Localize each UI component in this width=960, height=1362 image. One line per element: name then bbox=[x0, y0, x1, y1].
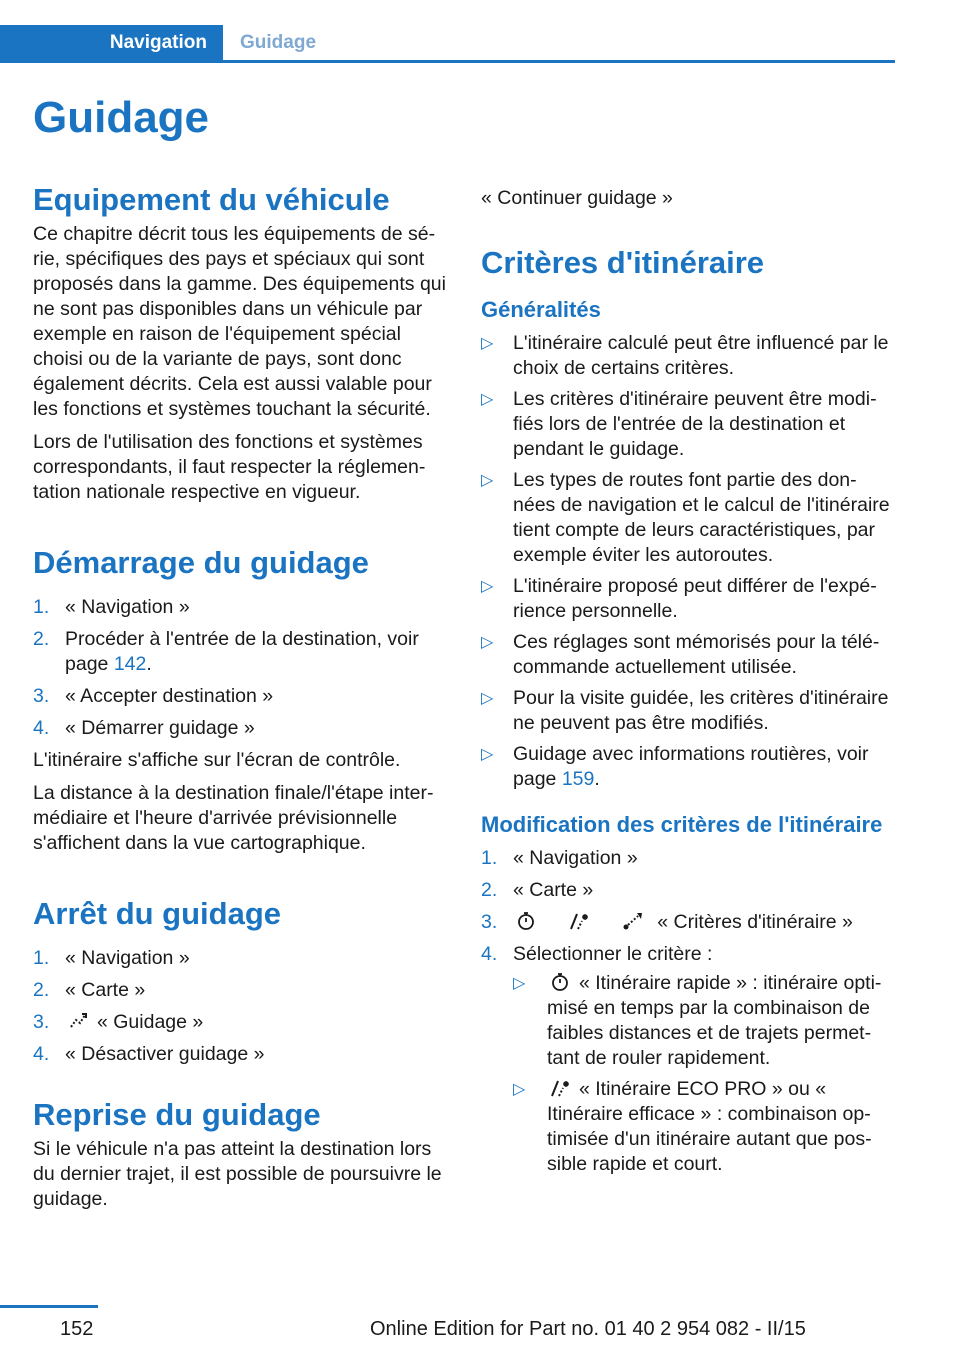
list-item: ▷ Pour la visite guidée, les critères d'itinéraire ne peuvent pas être modifiés. bbox=[481, 687, 889, 734]
subsection-title-modification: Modification des critères de l'itinéraire bbox=[481, 812, 883, 837]
steps-list bbox=[33, 946, 447, 1067]
triangle-bullet-icon: ▷ bbox=[481, 746, 494, 763]
list-item: 3. « Accepter destination » bbox=[33, 685, 274, 707]
section-title-reprise: Reprise du guidage bbox=[33, 1097, 321, 1132]
list-item: 3. « Critères d'itinéraire » bbox=[481, 911, 853, 933]
list-item: 1. « Navigation » bbox=[33, 596, 190, 618]
triangle-bullet-icon: ▷ bbox=[481, 690, 494, 707]
steps-list bbox=[33, 595, 447, 741]
right-column bbox=[481, 186, 891, 1184]
list-item: 2. « Carte » bbox=[33, 979, 146, 1001]
triangle-bullet-icon: ▷ bbox=[513, 1081, 526, 1098]
section-title-demarrage: Démarrage du guidage bbox=[33, 545, 369, 580]
left-column bbox=[33, 180, 447, 1212]
list-item: 4. « Démarrer guidage » bbox=[33, 717, 255, 739]
list-item: ▷ L'itinéraire proposé peut différer de l'expérience personnelle. bbox=[481, 575, 877, 622]
page-link[interactable]: 159 bbox=[561, 768, 595, 790]
list-item: 4. Sélectionner le critère : ▷ « Itinéraire rapide » : itinéraire optimisé en temps par la combinaison de faibles distances et de trajets permettant de rouler rapidement. ▷ « Itinéraire ECO PRO » ou « Itinéraire efficace » : combinaison optimisée d'un itinéraire autant que possible rapide et court. bbox=[481, 942, 891, 1177]
paragraph: La distance à la destination finale/l'étape intermédiaire et l'heure d'arrivée prévisionnelle s'affichent dans la vue cartographique. bbox=[33, 782, 434, 854]
paragraph: Lors de l'utilisation des fonctions et systèmes correspondants, il faut respecter la réglementation nationale respective en vigueur. bbox=[33, 431, 426, 503]
list-item: 2. « Carte » bbox=[481, 879, 594, 901]
page-number-rule bbox=[0, 1305, 98, 1308]
header-tabs bbox=[0, 25, 895, 63]
triangle-bullet-icon: ▷ bbox=[481, 472, 494, 489]
triangle-bullet-icon: ▷ bbox=[481, 391, 494, 408]
tab-guidage[interactable]: Guidage bbox=[240, 31, 317, 53]
stopwatch-icon bbox=[549, 972, 571, 992]
list-item: ▷ Ces réglages sont mémorisés pour la télécommande actuellement utilisée. bbox=[481, 631, 880, 678]
eco-route-icon bbox=[568, 911, 590, 931]
triangle-bullet-icon: ▷ bbox=[481, 634, 494, 651]
subsection-title-generalites: Généralités bbox=[481, 297, 601, 322]
paragraph: Ce chapitre décrit tous les équipements de série, spécifiques des pays et spéciaux qui sont proposés dans la gamme. Des équipements qui ne sont pas disponibles dans un véhicule par exemple en raison de l'équipement spécial choisi ou de la variante de pays, sont donc également décrits. Cela est aussi valable pour les fonctions et systèmes touchant la sécurité. bbox=[33, 223, 446, 420]
list-item: 1. « Navigation » bbox=[481, 847, 638, 869]
list-item: ▷ Les critères d'itinéraire peuvent être modifiés lors de l'entrée de la destination et pendant le guidage. bbox=[481, 388, 877, 460]
list-item: ▷ « Itinéraire ECO PRO » ou « Itinéraire efficace » : combinaison optimisée d'un itinéraire autant que possible rapide et court. bbox=[513, 1078, 872, 1175]
triangle-bullet-icon: ▷ bbox=[481, 335, 494, 352]
page-number: 152 bbox=[60, 1318, 94, 1340]
paragraph: Si le véhicule n'a pas atteint la destination lors du dernier trajet, il est possible de poursuivre le guidage. bbox=[33, 1138, 442, 1210]
header-divider bbox=[0, 60, 895, 63]
paragraph: L'itinéraire s'affiche sur l'écran de contrôle. bbox=[33, 749, 401, 771]
list-item: 1. « Navigation » bbox=[33, 947, 190, 969]
triangle-bullet-icon: ▷ bbox=[513, 975, 526, 992]
steps-list bbox=[481, 846, 891, 1177]
edition-footer: Online Edition for Part no. 01 40 2 954 082 - II/15 bbox=[370, 1318, 806, 1340]
section-title-arret: Arrêt du guidage bbox=[33, 896, 282, 931]
bullet-list bbox=[481, 331, 891, 792]
list-item: ▷ « Itinéraire rapide » : itinéraire optimisé en temps par la combinaison de faibles distances et de trajets permettant de rouler rapidement. bbox=[513, 972, 882, 1069]
chapter-title: Guidage bbox=[33, 93, 210, 142]
criteria-sublist bbox=[513, 971, 891, 1177]
list-item: ▷ Guidage avec informations routières, voir page 159. bbox=[481, 743, 869, 790]
stopwatch-icon bbox=[515, 911, 537, 931]
list-item: ▷ Les types de routes font partie des données de navigation et le calcul de l'itinéraire tient compte de leurs caractéristiques, par exemple éviter les autoroutes. bbox=[481, 469, 890, 566]
guidance-icon bbox=[67, 1011, 89, 1031]
eco-route-icon bbox=[549, 1078, 571, 1098]
list-item: 4. « Désactiver guidage » bbox=[33, 1043, 265, 1065]
list-item: ▷ L'itinéraire calculé peut être influencé par le choix de certains critères. bbox=[481, 332, 889, 379]
paragraph: « Continuer guidage » bbox=[481, 187, 673, 209]
page-link[interactable]: 142 bbox=[113, 653, 147, 675]
triangle-bullet-icon: ▷ bbox=[481, 578, 494, 595]
list-item: 3. « Guidage » bbox=[33, 1011, 204, 1033]
section-title-criteres: Critères d'itinéraire bbox=[481, 245, 765, 280]
list-item: 2. Procéder à l'entrée de la destination, voir page 142. bbox=[33, 628, 419, 675]
route-criteria-icon bbox=[622, 911, 644, 931]
tab-navigation[interactable]: Navigation bbox=[0, 25, 223, 60]
section-title-equipement: Equipement du véhicule bbox=[33, 182, 390, 217]
